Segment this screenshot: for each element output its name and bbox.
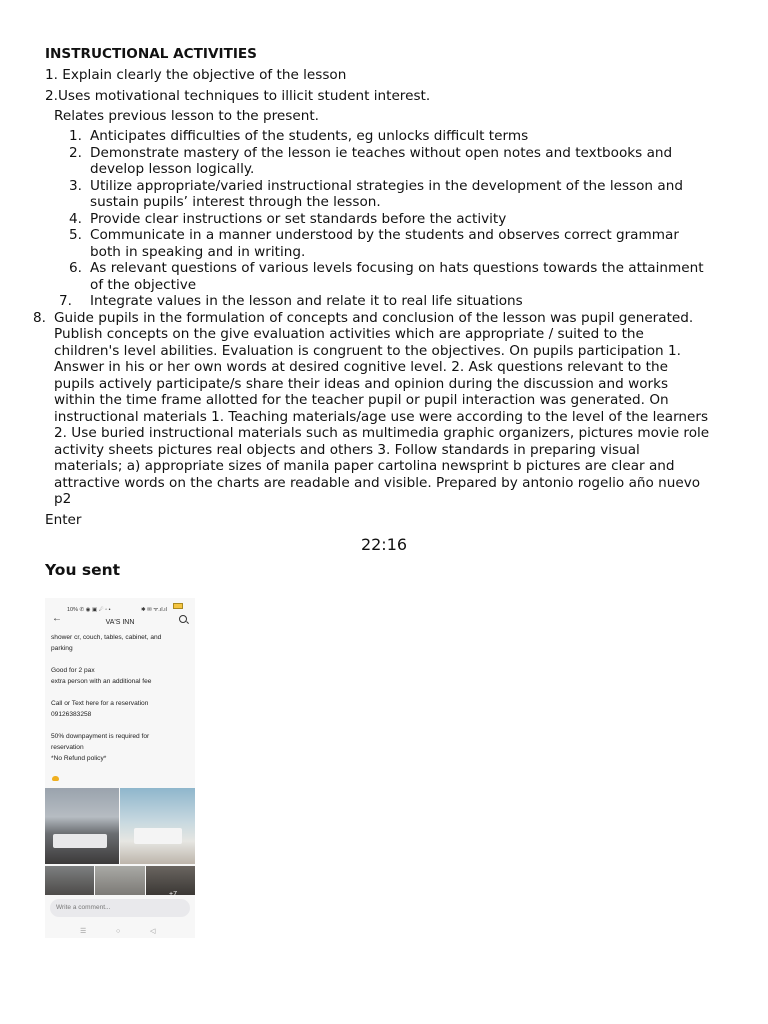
- paragraph-line: 2. Use buried instructional materials such as multimedia graphic organizers, pictures movie role: [54, 425, 710, 441]
- sender-label: You sent: [45, 561, 121, 579]
- list-item: develop lesson logically.: [90, 161, 255, 177]
- list-item: Demonstrate mastery of the lesson ie teaches without open notes and textbooks and: [90, 145, 673, 161]
- back-icon: ◁: [150, 928, 156, 935]
- app-header: [45, 612, 195, 628]
- post-text-line: *No Refund policy*: [51, 755, 107, 762]
- post-text-line: parking: [51, 645, 73, 652]
- list-number: 7.: [59, 293, 72, 309]
- paragraph-line: p2: [54, 491, 72, 507]
- paragraph-line: children's level abilities. Evaluation is congruent to the objectives. On pupils participation 1.: [54, 343, 681, 359]
- doc-paragraph: 2.Uses motivational techniques to illicit student interest.: [45, 88, 431, 104]
- paragraph-line: instructional materials 1. Teaching materials/age use were according to the level of the learners: [54, 409, 709, 425]
- list-item: sustain pupils’ interest through the lesson.: [90, 194, 381, 210]
- doc-heading: INSTRUCTIONAL ACTIVITIES: [45, 46, 257, 62]
- room-photo: [45, 788, 119, 864]
- post-text-line: 50% downpayment is required for: [51, 733, 150, 740]
- post-text-line: Call or Text here for a reservation: [51, 700, 149, 707]
- list-item: Integrate values in the lesson and relate it to real life situations: [90, 293, 523, 309]
- list-number: 2.: [69, 145, 82, 161]
- bed-shape: [134, 828, 182, 844]
- list-item: Provide clear instructions or set standards before the activity: [90, 211, 507, 227]
- doc-paragraph: 1. Explain clearly the objective of the lesson: [45, 67, 347, 83]
- room-photo: [95, 866, 145, 895]
- status-bar-right: ✱ ✉ ᯤ.ıl.ıl: [141, 607, 167, 613]
- back-arrow-icon: ←: [52, 613, 62, 624]
- post-text-line: extra person with an additional fee: [51, 678, 152, 685]
- enter-text: Enter: [45, 512, 82, 528]
- paragraph-line: pupils actively participate/s share their ideas and opinion during the discussion and works: [54, 376, 669, 392]
- list-item: As relevant questions of various levels focusing on hats questions towards the attainment: [90, 260, 704, 276]
- paragraph-line: attractive words on the charts are readable and visible. Prepared by antonio rogelio año nuevo: [54, 475, 701, 491]
- attached-screenshot[interactable]: [45, 598, 195, 938]
- message-timestamp: 22:16: [360, 535, 408, 554]
- paragraph-line: within the time frame allotted for the teacher pupil or pupil interaction was generated. On: [54, 392, 669, 408]
- paragraph-line: materials; a) appropriate sizes of manila paper cartolina newsprint b pictures are clear and: [54, 458, 675, 474]
- comment-input: Write a comment...: [50, 899, 190, 917]
- list-item: Utilize appropriate/varied instructional strategies in the development of the lesson and: [90, 178, 683, 194]
- list-number: 5.: [69, 227, 82, 243]
- paragraph-line: Answer in his or her own words at desired cognitive level. 2. Ask questions relevant to the: [54, 359, 668, 375]
- list-number: 3.: [69, 178, 82, 194]
- home-icon: ○: [116, 928, 121, 935]
- search-icon: [179, 615, 187, 623]
- list-number: 8.: [33, 310, 46, 326]
- list-number: 6.: [69, 260, 82, 276]
- emoji-icon: [52, 776, 59, 781]
- bed-shape: [53, 834, 107, 848]
- list-item: Anticipates difficulties of the students, eg unlocks difficult terms: [90, 128, 529, 144]
- list-number: 1.: [69, 128, 82, 144]
- post-text-line: Good for 2 pax: [51, 667, 95, 674]
- doc-paragraph: Relates previous lesson to the present.: [54, 108, 319, 124]
- page-title: VA'S INN: [105, 619, 135, 626]
- list-number: 4.: [69, 211, 82, 227]
- paragraph-line: activity sheets pictures real objects and others 3. Follow standards in preparing visual: [54, 442, 640, 458]
- battery-icon: [173, 603, 183, 609]
- post-text-line: shower cr, couch, tables, cabinet, and: [51, 634, 162, 641]
- list-item: Communicate in a manner understood by the students and observes correct grammar: [90, 227, 679, 243]
- menu-icon: ☰: [80, 928, 87, 935]
- post-text-line: reservation: [51, 744, 84, 751]
- room-photo: [120, 788, 195, 864]
- more-photos-count: +7: [169, 891, 177, 898]
- post-text-line: 09126383258: [51, 711, 92, 718]
- paragraph-line: Publish concepts on the give evaluation activities which are appropriate / suited to the: [54, 326, 644, 342]
- list-item: both in speaking and in writing.: [90, 244, 306, 260]
- paragraph-line: Guide pupils in the formulation of concepts and conclusion of the lesson was pupil generated.: [54, 310, 694, 326]
- room-photo: [45, 866, 94, 895]
- status-bar-left: 10% ✆ ◉ ▣ ☄ ◦ •: [67, 607, 111, 613]
- list-item: of the objective: [90, 277, 197, 293]
